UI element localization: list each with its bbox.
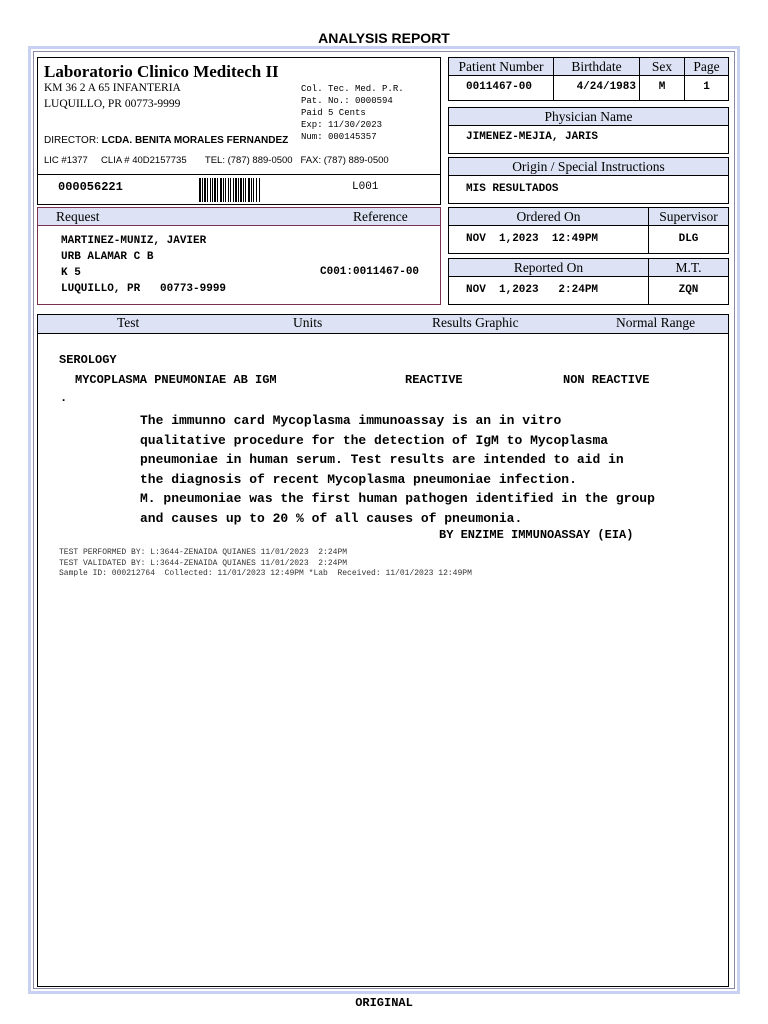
col-test: Test: [117, 315, 140, 330]
license-line: LIC #1377 CLIA # 40D2157735 TEL: (787) 889-0500 FAX: (787) 889-0500: [44, 155, 389, 166]
lab-notes: [301, 83, 404, 143]
request-label: Request: [56, 209, 100, 224]
request-reference: C001:0011467-00: [320, 266, 420, 278]
page-header: Page: [684, 57, 729, 76]
director-name: LCDA. BENITA MORALES FERNANDEZ: [101, 135, 289, 146]
reference-label: Reference: [353, 209, 408, 224]
physician-value: JIMENEZ-MEJIA, JARIS: [448, 125, 729, 154]
lab-address-line-2: LUQUILLO, PR 00773-9999: [44, 98, 181, 110]
ordered-on-value: NOV 1,2023 12:49PM: [448, 225, 649, 254]
birthdate-value: 4/24/1983: [553, 75, 640, 101]
lab-address-line-1: KM 36 2 A 65 INFANTERIA: [44, 82, 181, 94]
birthdate-header: Birthdate: [553, 57, 640, 76]
separator-dot: .: [60, 391, 68, 405]
test-comment: The immunno card Mycoplasma immunoassay is an in vitro qualitative procedure for the detection of IgM to Mycoplasma pneumoniae in human serum. Test results are intended to aid in the diagnosis of recent Mycoplasma pneumoniae infection. M. pneumoniae was the first human pathogen identified in the group and causes up to 20 % of all causes of pneumonia.: [140, 413, 655, 526]
test-normal-range: NON REACTIVE: [563, 373, 650, 387]
physician-header: Physician Name: [448, 107, 729, 126]
barcode-graphic: [199, 178, 281, 202]
col-normal-range: Normal Range: [616, 315, 696, 330]
lab-divider: [37, 174, 441, 175]
test-result: REACTIVE: [405, 373, 463, 387]
sex-header: Sex: [639, 57, 685, 76]
request-address: MARTINEZ-MUNIZ, JAVIER URB ALAMAR C B K 5 LUQUILLO, PR 00773-9999: [61, 235, 227, 295]
director-label: DIRECTOR:: [44, 135, 99, 146]
reported-on-value: NOV 1,2023 2:24PM: [448, 276, 649, 305]
director-line: [44, 135, 288, 146]
patient-number-header: Patient Number: [448, 57, 554, 76]
page-value: 1: [684, 75, 729, 101]
patient-number-value: 0011467-00: [448, 75, 554, 101]
col-results-graphic: Results Graphic: [432, 315, 519, 330]
lab-note: Col. Tec. Med. P.R.: [301, 84, 404, 94]
lab-note: Pat. No.: 0000594: [301, 96, 393, 106]
original-stamp: ORIGINAL: [355, 996, 413, 1010]
col-units: Units: [293, 315, 323, 330]
lab-name: Laboratorio Clinico Meditech II: [44, 62, 279, 81]
lab-location-code: L001: [352, 181, 379, 193]
origin-header: Origin / Special Instructions: [448, 157, 729, 176]
sex-value: M: [639, 75, 685, 101]
lab-note: Num: 000145357: [301, 132, 377, 142]
origin-value: MIS RESULTADOS: [448, 175, 729, 204]
test-method: BY ENZIME IMMUNOASSAY (EIA): [439, 528, 634, 542]
mt-value: ZQN: [648, 276, 729, 305]
test-section: SEROLOGY: [59, 353, 117, 367]
lab-note: Paid 5 Cents: [301, 108, 366, 118]
report-title: ANALYSIS REPORT: [318, 30, 450, 46]
supervisor-header: Supervisor: [648, 207, 729, 226]
test-name: MYCOPLASMA PNEUMONIAE AB IGM: [75, 373, 277, 387]
validation-footnotes: TEST PERFORMED BY: L:3644-ZENAIDA QUIANES 11/01/2023 2:24PM TEST VALIDATED BY: L:3644-ZENAIDA QUIANES 11/01/2023 2:24PM Sample ID: 000212764 Collected: 11/01/2023 12:49PM *Lab Received: 11/01/2023 12:49PM: [59, 548, 472, 578]
mt-header: M.T.: [648, 258, 729, 277]
lab-code: 000056221: [58, 180, 123, 194]
ordered-on-header: Ordered On: [448, 207, 649, 226]
lab-note: Exp: 11/30/2023: [301, 120, 383, 130]
supervisor-value: DLG: [648, 225, 729, 254]
reported-on-header: Reported On: [448, 258, 649, 277]
